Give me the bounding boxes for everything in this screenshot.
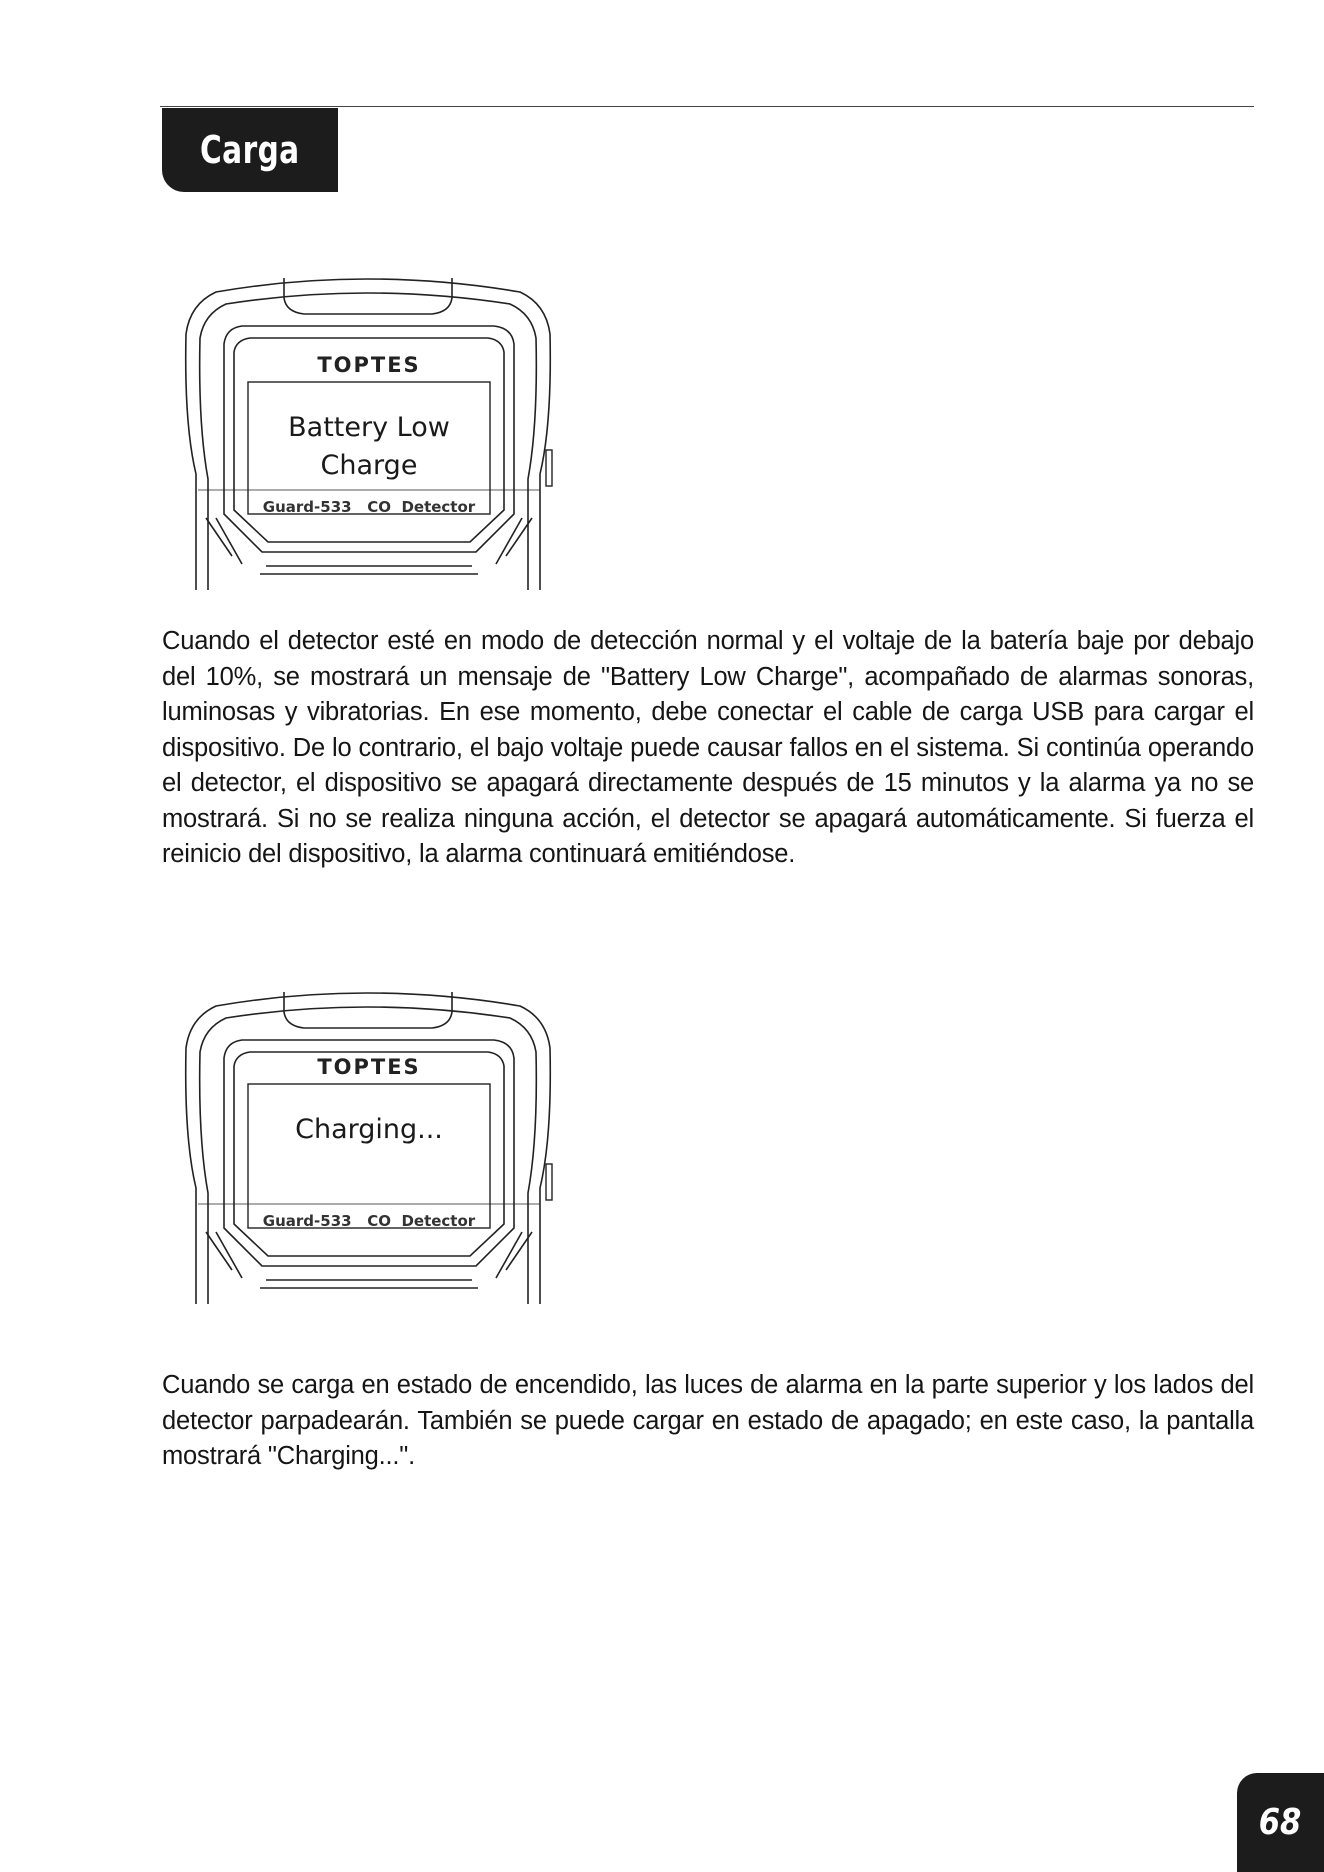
header-rule bbox=[160, 106, 1254, 107]
device-model-label: Guard-533 CO Detector bbox=[262, 498, 476, 516]
paragraph-charging: Cuando se carga en estado de encendido, las luces de alarma en la parte superior y los lados del detector parpadearán. También se puede cargar en estado de apagado; en este caso, la pantalla mostrará "Charging...". bbox=[162, 1371, 1254, 1470]
device-brand: TOPTES bbox=[317, 1055, 421, 1079]
screen-line-2: Charge bbox=[320, 450, 418, 481]
device-model-label: Guard-533 CO Detector bbox=[262, 1212, 476, 1230]
screen-line-1: Battery Low bbox=[288, 412, 450, 443]
section-title-tab bbox=[162, 108, 338, 192]
device-illustration-charging bbox=[176, 988, 562, 1304]
page-number: 68 bbox=[1259, 1802, 1302, 1843]
device-illustration-battery-low bbox=[176, 274, 562, 590]
screen-line-1: Charging... bbox=[295, 1114, 443, 1145]
page-number-badge bbox=[1237, 1773, 1324, 1872]
paragraph-battery-low: Cuando el detector esté en modo de detección normal y el voltaje de la batería baje por debajo del 10%, se mostrará un mensaje de "Battery Low Charge", acompañado de alarmas sonoras, luminosas y vibratorias. En ese momento, debe conectar el cable de carga USB para cargar el dispositivo. De lo contrario, el bajo voltaje puede causar fallos en el sistema. Si continúa operando el detector, el dispositivo se apagará directamente después de 15 minutos y la alarma ya no se mostrará. Si no se realiza ninguna acción, el detector se apagará automáticamente. Si fuerza el reinicio del dispositivo, la alarma continuará emitiéndose. bbox=[162, 627, 1254, 868]
device-brand: TOPTES bbox=[317, 353, 421, 377]
section-title: Carga bbox=[200, 128, 300, 172]
